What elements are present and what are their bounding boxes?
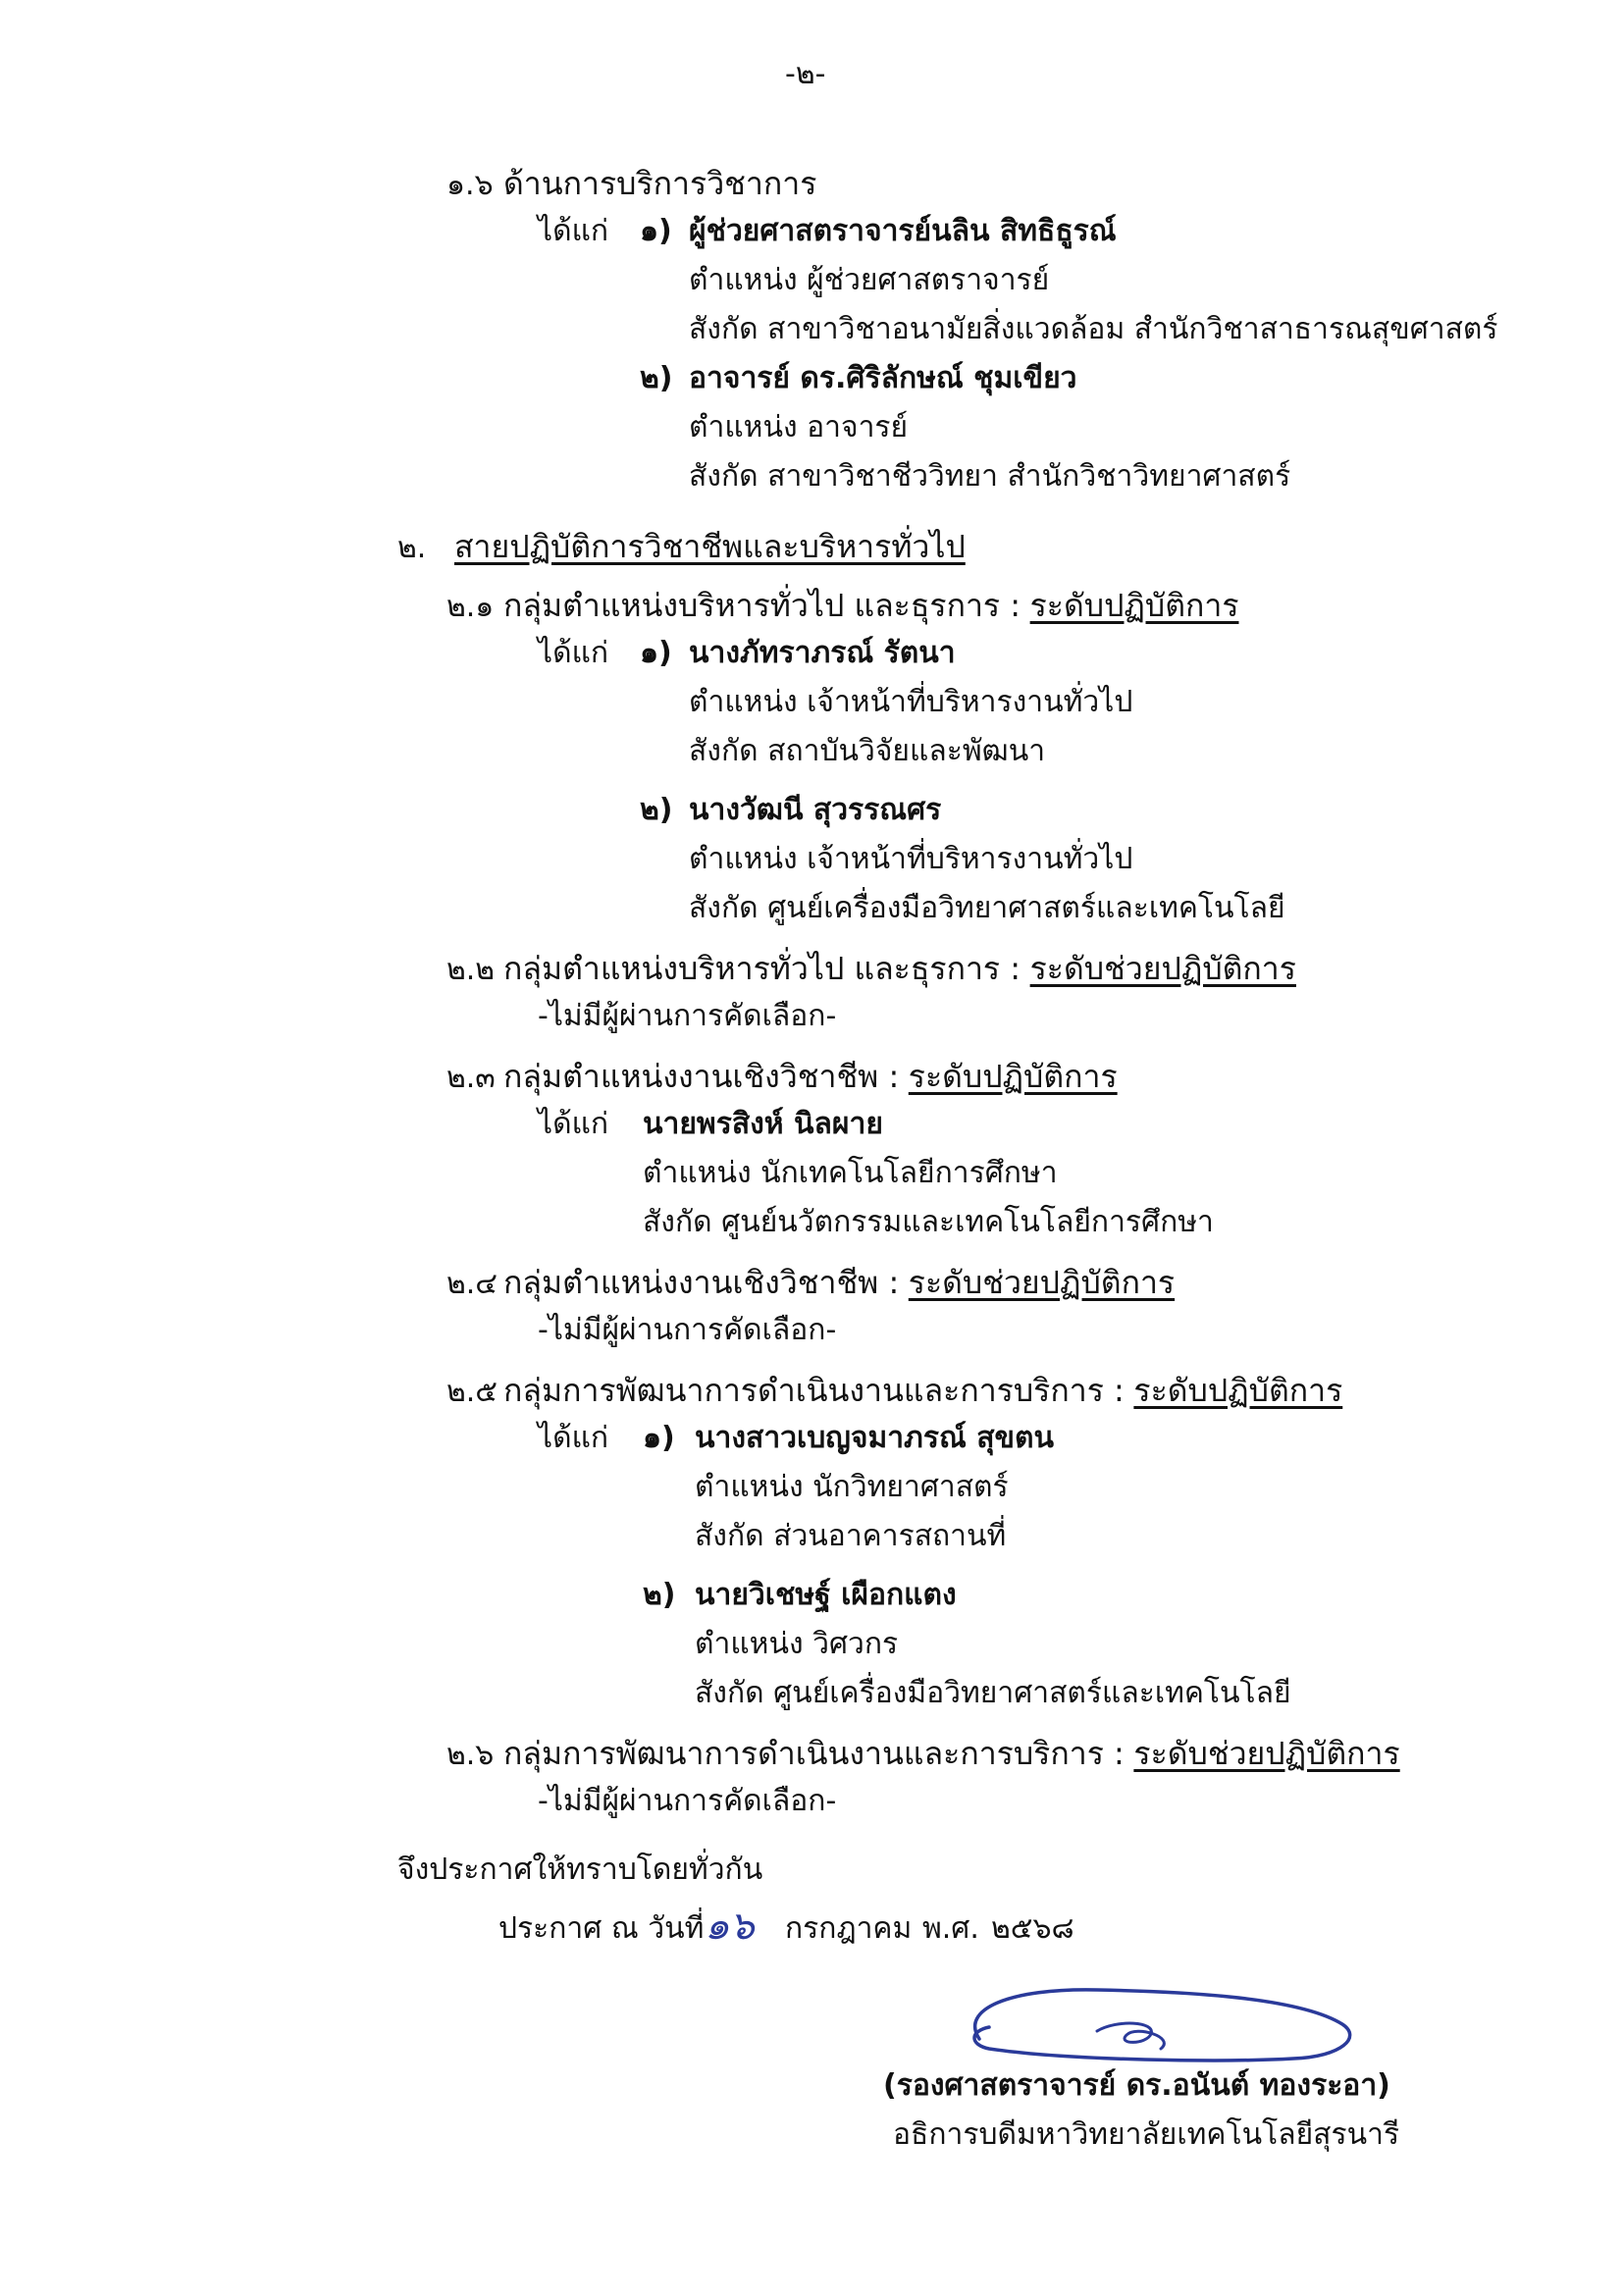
section-1-6-recipient-1-name: ผู้ช่วยศาสตราจารย์นลิน สิทธิธูรณ์ — [689, 214, 1117, 248]
section-2-5-recipient-1-no: ๑) — [643, 1421, 675, 1455]
announce-month: กรกฎาคม — [785, 1911, 913, 1946]
section-2-title: สายปฏิบัติการวิชาชีพและบริหารทั่วไป — [454, 528, 966, 565]
section-2-5-group: กลุ่มการพัฒนาการดำเนินงานและการบริการ : — [503, 1372, 1125, 1409]
section-2-1-number: ๒.๑ — [446, 590, 495, 624]
section-1-6-title: ด้านการบริการวิชาการ — [503, 165, 817, 202]
section-2-3-recipient-name: นายพรสิงห์ นิลผาย — [643, 1107, 883, 1141]
section-2-1-recipient-2-name: นางวัฒนี สุวรรณศร — [689, 793, 942, 827]
handwritten-signature — [950, 1980, 1362, 2078]
section-2-2-group: กลุ่มตำแหน่งบริหารทั่วไป และธุรการ : — [503, 950, 1021, 987]
section-1-6-recipients-label: ได้แก่ — [538, 214, 609, 248]
section-2-5-recipient-1-position: ตำแหน่ง นักวิทยาศาสตร์ — [695, 1470, 1009, 1504]
handwritten-day — [701, 1902, 769, 1951]
section-2-1-level: ระดับปฏิบัติการ — [1029, 587, 1239, 624]
section-2-5-recipients-label: ได้แก่ — [538, 1421, 609, 1455]
section-1-6-recipient-2-position: ตำแหน่ง อาจารย์ — [689, 410, 909, 444]
section-2-1-heading — [446, 587, 1239, 625]
section-2-5-recipient-1-name: นางสาวเบญจมาภรณ์ สุขตน — [695, 1421, 1055, 1455]
section-2-3-recipient-position: ตำแหน่ง นักเทคโนโลยีการศึกษา — [643, 1156, 1058, 1190]
signatory-title: อธิการบดีมหาวิทยาลัยเทคโนโลยีสุรนารี — [893, 2117, 1400, 2152]
section-2-5-number: ๒.๕ — [446, 1375, 498, 1409]
section-2-number: ๒. — [397, 531, 427, 565]
section-2-3-group: กลุ่มตำแหน่งงานเชิงวิชาชีพ : — [503, 1058, 900, 1095]
section-2-5-recipient-1-affiliation: สังกัด ส่วนอาคารสถานที่ — [695, 1519, 1007, 1553]
section-2-5-recipient-2-position: ตำแหน่ง วิศวกร — [695, 1627, 899, 1661]
section-2-3-level: ระดับปฏิบัติการ — [908, 1058, 1118, 1095]
section-1-6-recipient-1-affiliation: สังกัด สาขาวิชาอนามัยสิ่งแวดล้อม สำนักวิชาสาธารณสุขศาสตร์ — [689, 312, 1498, 346]
section-2-2-none-text: -ไม่มีผู้ผ่านการคัดเลือก- — [538, 999, 837, 1033]
announce-prefix: ประกาศ ณ วันที่ — [498, 1911, 705, 1946]
section-1-6-recipient-1-no: ๑) — [640, 214, 672, 248]
section-2-2-number: ๒.๒ — [446, 953, 496, 987]
section-2-4-heading — [446, 1264, 1175, 1302]
section-2-5-level: ระดับปฏิบัติการ — [1133, 1372, 1343, 1409]
section-2-2-level: ระดับช่วยปฏิบัติการ — [1029, 950, 1296, 987]
section-2-5-recipient-2-affiliation: สังกัด ศูนย์เครื่องมือวิทยาศาสตร์และเทคโนโลยี — [695, 1676, 1291, 1710]
section-2-4-level: ระดับช่วยปฏิบัติการ — [908, 1264, 1176, 1301]
section-2-5-heading — [446, 1372, 1342, 1410]
section-2-1-recipient-1-name: นางภัทราภรณ์ รัตนา — [689, 636, 956, 670]
section-2-3-recipient-affiliation: สังกัด ศูนย์นวัตกรรมและเทคโนโลยีการศึกษา — [643, 1205, 1214, 1239]
section-2-6-number: ๒.๖ — [446, 1738, 495, 1772]
section-2-1-recipient-2-position: ตำแหน่ง เจ้าหน้าที่บริหารงานทั่วไป — [689, 842, 1133, 876]
announce-year: ๒๕๖๘ — [991, 1911, 1074, 1946]
section-2-1-recipient-1-position: ตำแหน่ง เจ้าหน้าที่บริหารงานทั่วไป — [689, 685, 1133, 719]
section-2-3-heading — [446, 1058, 1118, 1096]
section-1-6-recipient-1-position: ตำแหน่ง ผู้ช่วยศาสตราจารย์ — [689, 263, 1050, 297]
section-1-6-recipient-2-no: ๒) — [640, 361, 673, 395]
signatory-name: (รองศาสตราจารย์ ดร.อนันต์ ทองระอา) — [883, 2068, 1390, 2103]
section-2-1-recipient-2-no: ๒) — [640, 793, 673, 827]
page-number: -๒- — [785, 57, 826, 91]
section-2-3-number: ๒.๓ — [446, 1061, 496, 1095]
section-1-6-heading — [446, 165, 816, 203]
section-2-2-heading — [446, 950, 1296, 988]
section-2-5-recipient-2-name: นายวิเชษฐ์ เผือกแตง — [695, 1578, 957, 1612]
section-2-heading — [397, 528, 966, 566]
section-2-6-group: กลุ่มการพัฒนาการดำเนินงานและการบริการ : — [503, 1735, 1125, 1772]
section-2-3-recipients-label: ได้แก่ — [538, 1107, 609, 1141]
section-2-1-recipients-label: ได้แก่ — [538, 636, 609, 670]
section-2-4-number: ๒.๔ — [446, 1267, 498, 1301]
section-1-6-number: ๑.๖ — [446, 168, 494, 202]
handwritten-day-text: ๑๖ — [705, 1904, 755, 1949]
closing-statement: จึงประกาศให้ทราบโดยทั่วกัน — [397, 1852, 763, 1887]
section-1-6-recipient-2-affiliation: สังกัด สาขาวิชาชีววิทยา สำนักวิชาวิทยาศาสตร์ — [689, 459, 1291, 494]
section-2-1-recipient-2-affiliation: สังกัด ศูนย์เครื่องมือวิทยาศาสตร์และเทคโนโลยี — [689, 891, 1285, 925]
section-2-5-recipient-2-no: ๒) — [643, 1578, 676, 1612]
section-2-6-level: ระดับช่วยปฏิบัติการ — [1133, 1735, 1400, 1772]
section-2-6-none-text: -ไม่มีผู้ผ่านการคัดเลือก- — [538, 1784, 837, 1818]
section-2-1-recipient-1-affiliation: สังกัด สถาบันวิจัยและพัฒนา — [689, 734, 1046, 768]
section-2-4-none-text: -ไม่มีผู้ผ่านการคัดเลือก- — [538, 1313, 837, 1347]
section-2-1-group: กลุ่มตำแหน่งบริหารทั่วไป และธุรการ : — [503, 587, 1021, 624]
section-1-6-recipient-2-name: อาจารย์ ดร.ศิริลักษณ์ ชุมเขียว — [689, 361, 1077, 395]
section-2-4-group: กลุ่มตำแหน่งงานเชิงวิชาชีพ : — [503, 1264, 900, 1301]
announce-era: พ.ศ. — [922, 1911, 979, 1946]
section-2-1-recipient-1-no: ๑) — [640, 636, 672, 670]
section-2-6-heading — [446, 1735, 1400, 1773]
